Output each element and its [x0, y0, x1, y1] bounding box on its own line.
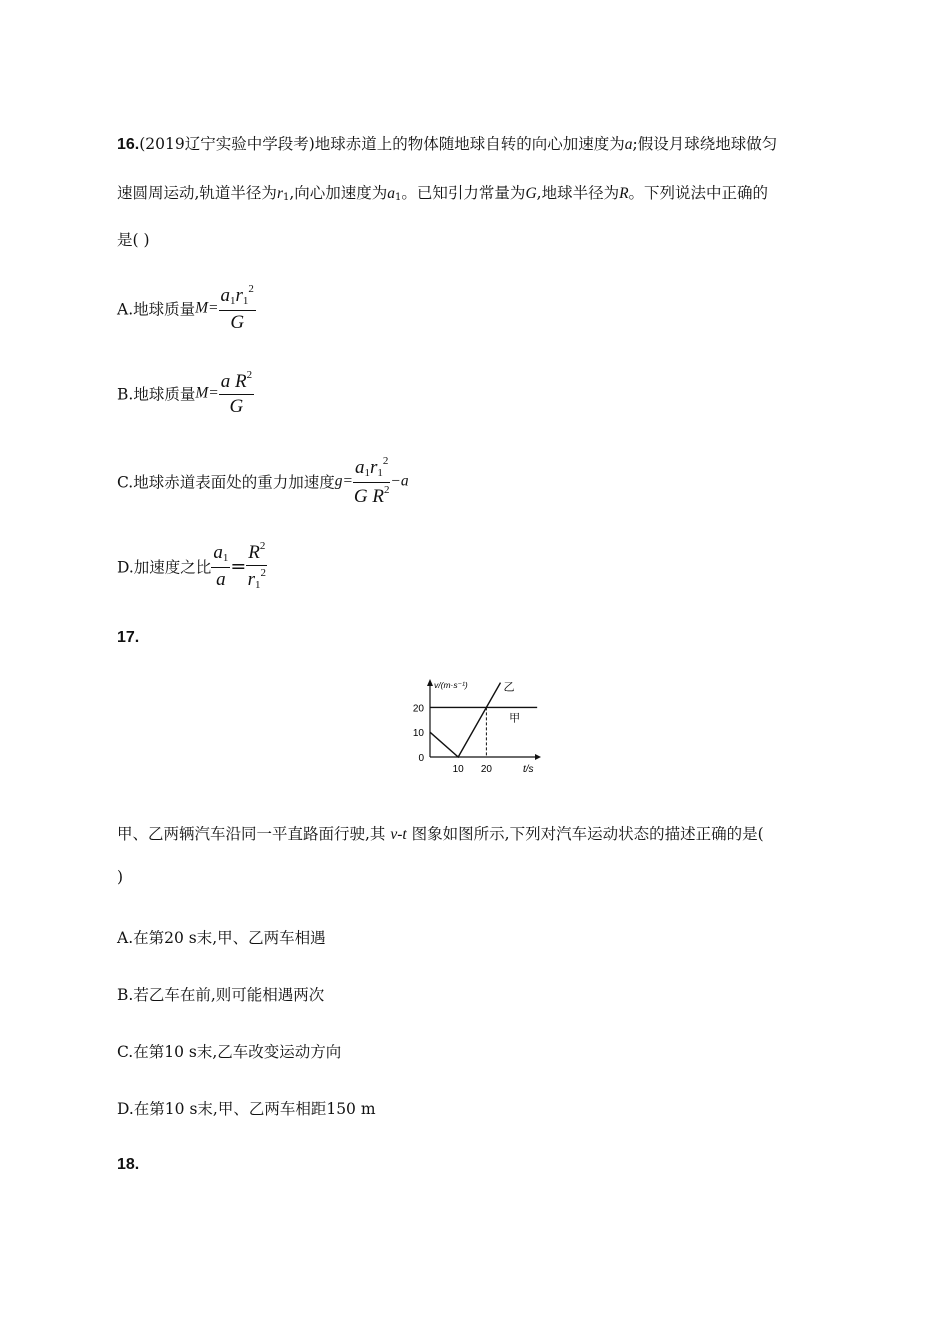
q16-line3: 是( )	[117, 231, 150, 249]
y-tick-label: 10	[412, 728, 424, 740]
q16-option-b: B.地球质量M= $\frac{a R^2}{G}$	[117, 369, 253, 417]
series-label-jia: 甲	[509, 712, 521, 725]
q16-option-c: C.地球赤道表面处的重力加速度g= $\frac{a_1r_1^2}{G R^2}$ −a	[117, 455, 409, 507]
q17-option-a: A.在第20 s末,甲、乙两车相遇	[117, 929, 326, 947]
x-tick-label: 20	[480, 764, 492, 775]
x-tick-label: 10	[452, 764, 464, 775]
formula-d-right: $\frac{R^2}{r_1^2}$	[247, 540, 266, 591]
q17-line1: 甲、乙两辆汽车沿同一平直路面行驶,其 v-t 图象如图所示,下列对汽车运动状态的描述正确的是(	[117, 825, 764, 843]
q17-number-line	[117, 628, 139, 647]
q18-number: 18.	[117, 1156, 140, 1173]
q16-number: 16.	[117, 136, 140, 153]
y-axis-label: v/(m·s⁻¹)	[434, 680, 468, 690]
formula-c: $\frac{a_1r_1^2}{G R^2}$	[353, 455, 390, 507]
q16-line1: 16.(2019辽宁实验中学段考)地球赤道上的物体随地球自转的向心加速度为a;假设月球绕地球做匀	[117, 135, 778, 153]
series-label-yi: 乙	[503, 681, 515, 694]
q18-number-line	[117, 1155, 139, 1174]
y-tick-label: 20	[412, 703, 424, 715]
vt-chart	[405, 674, 545, 784]
x-axis-label: t/s	[523, 764, 534, 775]
formula-a: $\frac{a_1r_1^2}{G}$	[220, 283, 254, 333]
q16-line2: 速圆周运动,轨道半径为r1,向心加速度为a1。已知引力常量为G,地球半径为R。下列说法中正确的	[117, 184, 769, 203]
formula-d-left: $\frac{a_1}{a}$	[213, 542, 229, 590]
q17-line2: )	[117, 868, 124, 886]
formula-b: $\frac{a R^2}{G}$	[220, 369, 253, 417]
q17-option-b: B.若乙车在前,则可能相遇两次	[117, 986, 325, 1004]
q16-option-a: A.地球质量M= $\frac{a_1r_1^2}{G}$	[117, 283, 254, 333]
x-axis-arrow	[535, 754, 541, 760]
q17-option-d: D.在第10 s末,甲、乙两车相距150 m	[117, 1100, 376, 1118]
series-line-2	[430, 683, 501, 757]
y-tick-label: 0	[418, 753, 424, 764]
q17-number: 17.	[117, 629, 140, 646]
y-axis-arrow	[427, 679, 433, 686]
q16-option-d: D.加速度之比 $\frac{a_1}{a}$ = $\frac{R^2}{r_1^2}$	[117, 540, 266, 591]
q17-option-c: C.在第10 s末,乙车改变运动方向	[117, 1043, 342, 1061]
